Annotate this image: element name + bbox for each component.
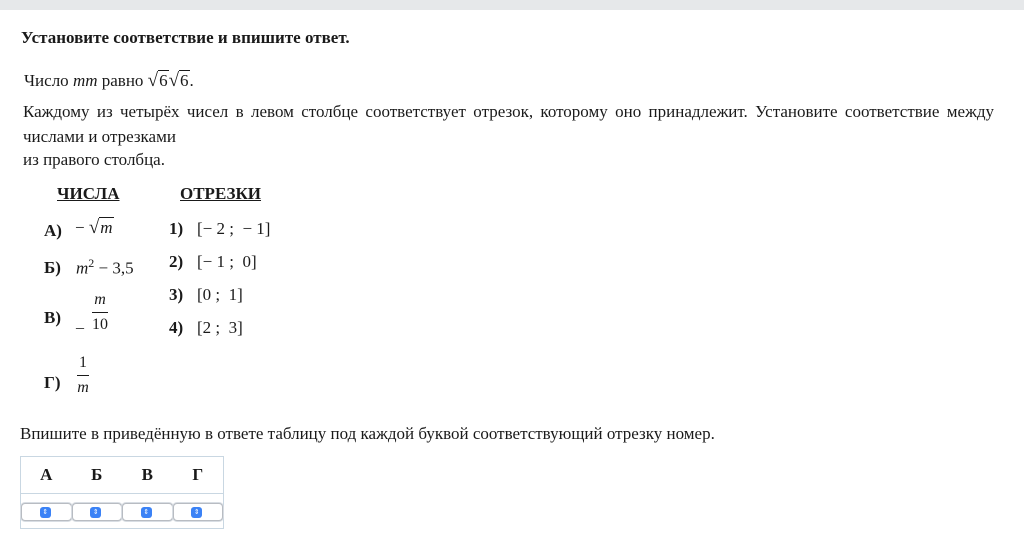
chevron-up-down-icon: ⇕ (40, 507, 51, 518)
radicand-m: m (100, 218, 113, 237)
task-description-end: из правого столбца. (23, 150, 165, 169)
segments-column-header: ОТРЕЗКИ (180, 184, 262, 203)
answer-header-v: В (141, 465, 153, 484)
answer-table-header (21, 457, 223, 494)
answer-instruction: Впишите в приведённую в ответе таблицу под каждой буквой соответствующий отрезку номер. (20, 424, 715, 443)
number-letter-b: Б) (44, 258, 61, 277)
variable-m: m (76, 258, 89, 278)
number-definition (24, 70, 194, 92)
answer-table (20, 456, 224, 529)
segment-number-4: 4) (169, 318, 184, 337)
fraction-minus: _ (76, 314, 84, 331)
fraction-numerator: m (92, 291, 108, 313)
numbers-column-header: ЧИСЛА (57, 184, 120, 203)
segment-3: [0 ; 1] (197, 285, 243, 304)
answer-header-b: Б (91, 465, 103, 484)
fraction-m-over-10 (92, 291, 108, 334)
fraction-1-over-m (77, 354, 89, 397)
sqrt-icon: √ (168, 70, 180, 91)
segment-2: [− 1 ; 0] (197, 252, 257, 271)
chevron-up-down-icon: ⇕ (191, 507, 202, 518)
expression-rest: − 3,5 (94, 258, 134, 278)
answer-select-v[interactable] (122, 503, 173, 521)
fraction-denominator: m (77, 379, 89, 396)
intro-suffix: . (189, 71, 194, 90)
segment-number-2: 2) (169, 252, 184, 271)
answer-select-b[interactable] (72, 503, 123, 521)
answer-select-g[interactable] (173, 503, 224, 521)
fraction-numerator: 1 (77, 354, 89, 376)
intro-mid: равно (97, 71, 148, 90)
segment-4: [2 ; 3] (197, 318, 243, 337)
number-letter-v: В) (44, 308, 61, 327)
number-expression-a (75, 217, 114, 239)
answer-select-a[interactable] (21, 503, 72, 521)
intro-prefix: Число (24, 71, 73, 90)
number-expression-b (76, 256, 134, 279)
chevron-up-down-icon: ⇕ (141, 507, 152, 518)
task-description: Каждому из четырёх чисел в левом столбце соответствует отрезок, которому оно принадлежит. Установите соответствие между числами и отрезками (23, 102, 994, 146)
sqrt-icon: √ (88, 217, 100, 238)
answer-table-row (21, 494, 223, 530)
sqrt-icon: √ (147, 70, 159, 91)
top-bar (0, 0, 1024, 10)
task-title: Установите соответствие и впишите ответ. (21, 28, 350, 47)
answer-header-g: Г (192, 465, 204, 484)
number-letter-a: А) (44, 221, 62, 240)
segment-1: [− 2 ; − 1] (197, 219, 271, 238)
segment-number-3: 3) (169, 285, 184, 304)
intro-variable: mm (72, 71, 98, 90)
answer-header-a: А (40, 465, 53, 484)
radicand-2: 6 (180, 71, 189, 90)
minus-sign: − (75, 218, 85, 237)
radicand-1: 6 (159, 71, 168, 90)
number-letter-g: Г) (44, 373, 61, 392)
segment-number-1: 1) (169, 219, 184, 238)
exponent: 2 (88, 256, 95, 270)
chevron-up-down-icon: ⇕ (90, 507, 101, 518)
fraction-denominator: 10 (92, 316, 108, 333)
